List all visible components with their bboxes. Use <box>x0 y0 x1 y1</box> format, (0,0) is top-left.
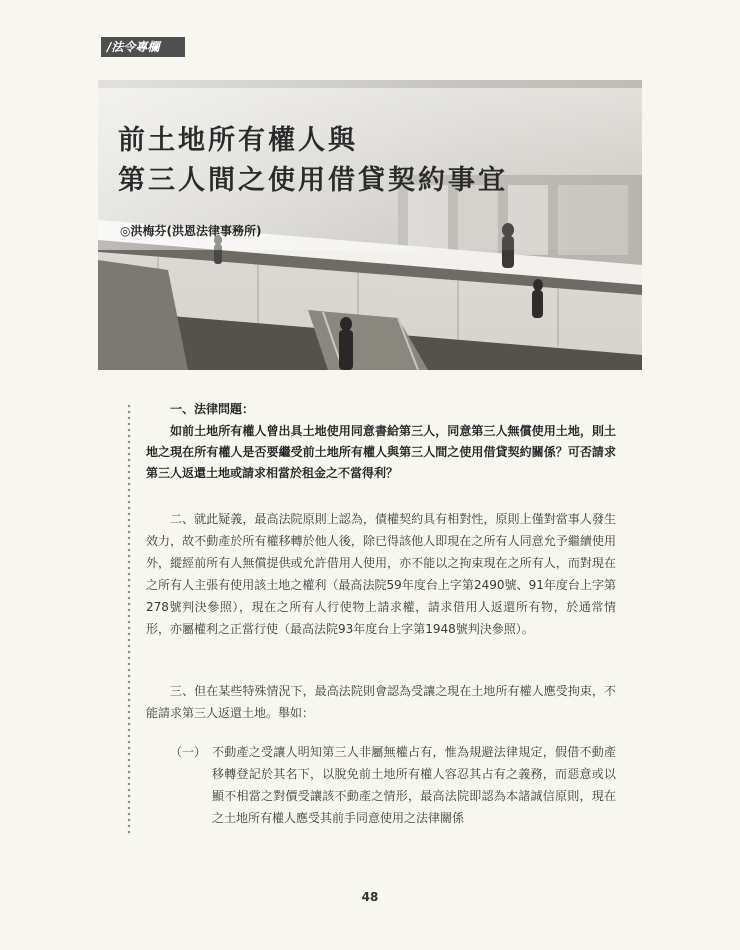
section-1-heading: 一、法律問題： <box>170 402 255 416</box>
section-3-paragraph: 三、但在某些特殊情況下，最高法院則會認為受讓之現在土地所有權人應受拘束，不能請求第三人返還土地。舉如： <box>146 684 616 720</box>
page-number: 48 <box>361 890 379 904</box>
column-tag: /法令專欄 <box>101 37 185 57</box>
legal-question: 如前土地所有權人曾出具土地使用同意書給第三人，同意第三人無償使用土地，則土地之現在所有權人是否要繼受前土地所有權人與第三人間之使用借貸契約關係？可否請求第三人返還土地或請求相當於租金之不當得利？ <box>146 424 616 480</box>
list-item-text: 不動產之受讓人明知第三人非屬無權占有，惟為規避法律規定，假借不動產移轉登記於其名下，以脫免前土地所有權人容忍其占有之義務，而惡意或以顯不相當之對價受讓該不動產之情形，最高法院即認為本諸誠信原則，現在之土地所有權人應受其前手同意使用之法律關係 <box>212 745 616 825</box>
section-2-paragraph: 二、就此疑義，最高法院原則上認為，債權契約具有相對性，原則上僅對當事人發生效力，故不動產於所有權移轉於他人後，除已得該他人即現在之所有人同意允予繼續使用外，縱經前所有人無償提供或允許借用人使用，亦不能以之拘束現在之所有人，而對現在之所有人主張有使用該土地之權利（最高法院59年度台上字第2490號、91年度台上字第278號判決參照），現在之所有人行使物上請求權，請求借用人返還所有物，於通常情形，亦屬權利之正當行使（最高法院93年度台上字第1948號判決參照）。 <box>146 512 616 636</box>
article-title-line-2: 第三人間之使用借貸契約事宜 <box>118 165 508 196</box>
hero-banner <box>98 80 642 370</box>
author-byline: ◎洪梅芬(洪恩法律事務所) <box>120 224 262 238</box>
list-item-number: （一） <box>170 745 207 759</box>
decorative-dotted-rule <box>127 403 131 835</box>
article-title-line-1: 前土地所有權人與 <box>118 125 358 156</box>
list-item <box>170 741 616 829</box>
